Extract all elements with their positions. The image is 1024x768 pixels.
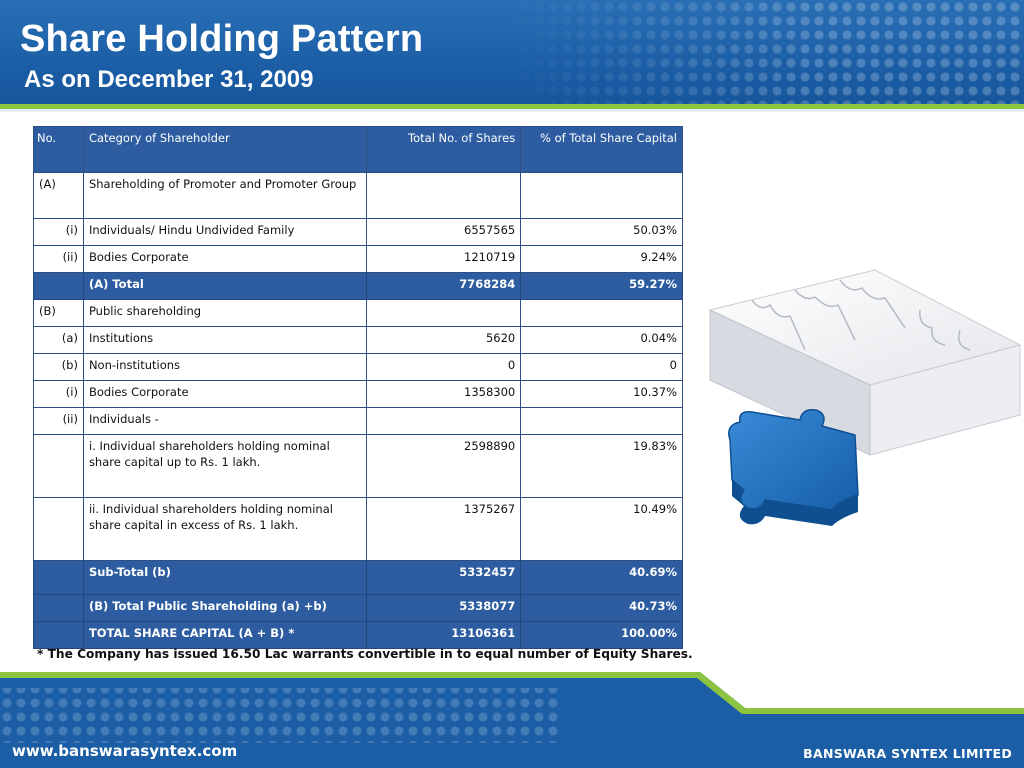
row-category: ii. Individual shareholders holding nominal share capital in excess of Rs. 1 lakh. <box>83 498 367 561</box>
table-row <box>34 381 683 408</box>
row-no: (b) <box>34 354 84 381</box>
row-total: 5338077 <box>367 595 521 622</box>
row-category: Individuals/ Hindu Undivided Family <box>83 219 367 246</box>
puzzle-illustration <box>690 250 1024 580</box>
row-total: 1358300 <box>367 381 521 408</box>
table-row <box>34 354 683 381</box>
row-no: (A) <box>34 173 84 219</box>
header-total: Total No. of Shares <box>367 127 521 173</box>
row-category: i. Individual shareholders holding nominal share capital up to Rs. 1 lakh. <box>83 435 367 498</box>
table-row-grand-total <box>34 622 683 649</box>
row-total: 1375267 <box>367 498 521 561</box>
table-header-row <box>34 127 683 173</box>
row-category: TOTAL SHARE CAPITAL (A + B) * <box>83 622 367 649</box>
row-total: 13106361 <box>367 622 521 649</box>
row-category: Public shareholding <box>83 300 367 327</box>
shareholding-table-wrap <box>33 126 683 649</box>
table-row <box>34 219 683 246</box>
row-total: 0 <box>367 354 521 381</box>
row-no: (a) <box>34 327 84 354</box>
header-dot-pattern <box>504 0 1024 106</box>
table-row <box>34 408 683 435</box>
row-percent: 9.24% <box>521 246 683 273</box>
row-category: Bodies Corporate <box>83 381 367 408</box>
row-category: Bodies Corporate <box>83 246 367 273</box>
header-percent: % of Total Share Capital <box>521 127 683 173</box>
row-total: 5620 <box>367 327 521 354</box>
row-no <box>34 435 84 498</box>
puzzle-icon <box>690 250 1024 580</box>
row-category: Sub-Total (b) <box>83 561 367 595</box>
row-percent: 40.73% <box>521 595 683 622</box>
table-row-subtotal <box>34 561 683 595</box>
row-total: 7768284 <box>367 273 521 300</box>
website-link[interactable]: www.banswarasyntex.com <box>12 742 238 760</box>
row-no: (ii) <box>34 246 84 273</box>
table-row <box>34 435 683 498</box>
row-percent: 100.00% <box>521 622 683 649</box>
row-total <box>367 173 521 219</box>
row-percent: 50.03% <box>521 219 683 246</box>
row-total: 6557565 <box>367 219 521 246</box>
row-percent: 0.04% <box>521 327 683 354</box>
row-category: Non-institutions <box>83 354 367 381</box>
row-category: (A) Total <box>83 273 367 300</box>
row-category: Individuals - <box>83 408 367 435</box>
row-total: 5332457 <box>367 561 521 595</box>
page-subtitle: As on December 31, 2009 <box>24 66 314 93</box>
header-no: No. <box>34 127 84 173</box>
row-no: (i) <box>34 381 84 408</box>
row-total: 2598890 <box>367 435 521 498</box>
header-white-stripe <box>0 109 1024 112</box>
shareholding-table <box>33 126 683 649</box>
company-name: BANSWARA SYNTEX LIMITED <box>803 746 1012 761</box>
row-percent: 59.27% <box>521 273 683 300</box>
table-row <box>34 327 683 354</box>
row-total: 1210719 <box>367 246 521 273</box>
row-percent <box>521 300 683 327</box>
table-row <box>34 173 683 219</box>
footer-band <box>0 668 1024 768</box>
header-category: Category of Shareholder <box>83 127 367 173</box>
table-row-public-total <box>34 595 683 622</box>
row-percent: 19.83% <box>521 435 683 498</box>
row-total <box>367 300 521 327</box>
header-band <box>0 0 1024 112</box>
row-percent <box>521 408 683 435</box>
row-category: (B) Total Public Shareholding (a) +b) <box>83 595 367 622</box>
row-percent: 40.69% <box>521 561 683 595</box>
row-category: Institutions <box>83 327 367 354</box>
row-percent: 0 <box>521 354 683 381</box>
row-percent: 10.37% <box>521 381 683 408</box>
row-no: (i) <box>34 219 84 246</box>
table-row <box>34 246 683 273</box>
row-no: (B) <box>34 300 84 327</box>
row-percent <box>521 173 683 219</box>
table-row <box>34 300 683 327</box>
table-row-total <box>34 273 683 300</box>
footnote: * The Company has issued 16.50 Lac warrants convertible in to equal number of Equity Shares. <box>37 647 693 661</box>
row-no: (ii) <box>34 408 84 435</box>
row-no <box>34 273 84 300</box>
row-no <box>34 498 84 561</box>
row-category: Shareholding of Promoter and Promoter Group <box>83 173 367 219</box>
table-row <box>34 498 683 561</box>
row-no <box>34 561 84 595</box>
row-percent: 10.49% <box>521 498 683 561</box>
row-total <box>367 408 521 435</box>
page-title: Share Holding Pattern <box>20 18 424 60</box>
row-no <box>34 595 84 622</box>
row-no <box>34 622 84 649</box>
